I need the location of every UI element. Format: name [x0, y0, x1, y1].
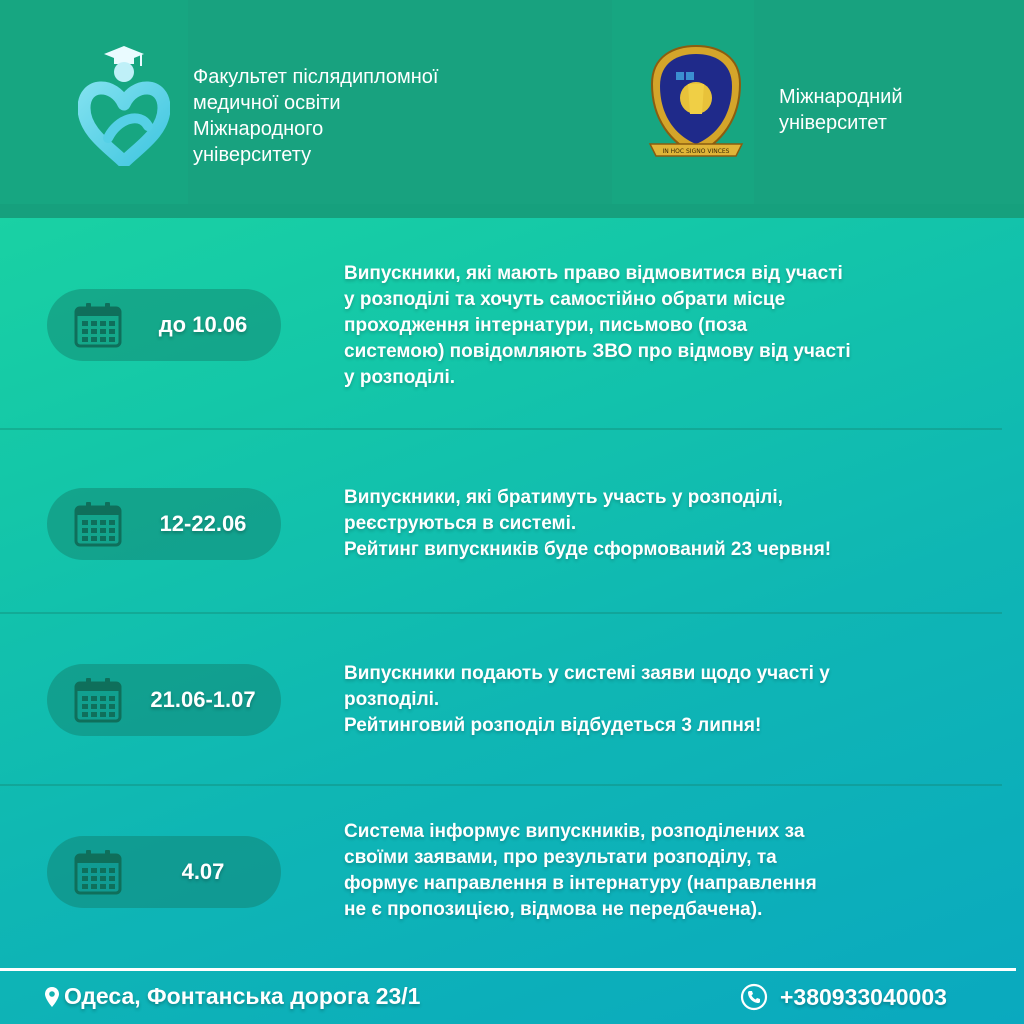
description-line: не є пропозицією, відмова не передбачена).	[344, 899, 763, 920]
university-name-line: Міжнародний	[779, 86, 903, 108]
description-line: системою) повідомляють ЗВО про відмову від участі	[344, 341, 851, 362]
timeline-description	[344, 819, 984, 923]
university-name	[779, 84, 979, 136]
university-name-line: університет	[779, 112, 887, 134]
timeline-description	[344, 485, 984, 563]
faculty-name	[193, 64, 493, 168]
timeline-description	[344, 661, 984, 739]
description-line: розподілі.	[344, 689, 440, 710]
faculty-name-line: університету	[193, 144, 312, 166]
date-label: 4.07	[181, 859, 225, 884]
header-banner	[0, 0, 1024, 218]
calendar-icon	[73, 300, 123, 350]
date-label: до 10.06	[158, 312, 248, 337]
date-label: 12-22.06	[159, 511, 247, 536]
description-line: у розподілі.	[344, 367, 456, 388]
description-line: Рейтинговий розподіл відбудеться 3 липня!	[344, 715, 762, 736]
divider	[0, 428, 1002, 430]
description-line: проходження інтернатури, письмово (поза	[344, 315, 748, 336]
phone-contact[interactable]	[740, 983, 947, 1011]
timeline-description	[344, 261, 984, 391]
description-line: Випускники, які мають право відмовитися від участі	[344, 263, 843, 284]
description-line: Рейтинг випускників буде сформований 23 червня!	[344, 539, 832, 560]
address[interactable]	[44, 983, 420, 1010]
description-line: Система інформує випускників, розподілених за	[344, 821, 805, 842]
faculty-name-line: медичної освіти	[193, 92, 341, 114]
description-line: реєструються в системі.	[344, 513, 577, 534]
footer-divider	[0, 968, 1016, 971]
date-pill	[47, 488, 281, 560]
calendar-icon	[73, 675, 123, 725]
description-line: своїми заявами, про результати розподілу, та	[344, 847, 777, 868]
faculty-name-line: Факультет післядипломної	[193, 66, 439, 88]
university-seal-icon	[646, 44, 746, 166]
calendar-icon	[73, 499, 123, 549]
description-line: у розподілі та хочуть самостійно обрати місце	[344, 289, 786, 310]
description-line: Випускники, які братимуть участь у розподілі,	[344, 487, 783, 508]
date-pill	[47, 289, 281, 361]
description-line: формує направлення в інтернатуру (направлення	[344, 873, 817, 894]
divider	[0, 784, 1002, 786]
address-text: Одеса, Фонтанська дорога 23/1	[64, 983, 421, 1009]
faculty-name-line: Міжнародного	[193, 118, 324, 140]
phone-icon	[740, 983, 768, 1011]
phone-number: +380933040003	[780, 983, 947, 1010]
location-pin-icon	[44, 986, 60, 1008]
faculty-heart-logo-icon	[78, 42, 170, 166]
date-pill	[47, 836, 281, 908]
description-line: Випускники подають у системі заяви щодо участі у	[344, 663, 830, 684]
seal-motto: IN HOC SIGNO VINCES	[662, 148, 730, 155]
date-label: 21.06-1.07	[150, 687, 256, 712]
calendar-icon	[73, 847, 123, 897]
divider	[0, 612, 1002, 614]
date-pill	[47, 664, 281, 736]
